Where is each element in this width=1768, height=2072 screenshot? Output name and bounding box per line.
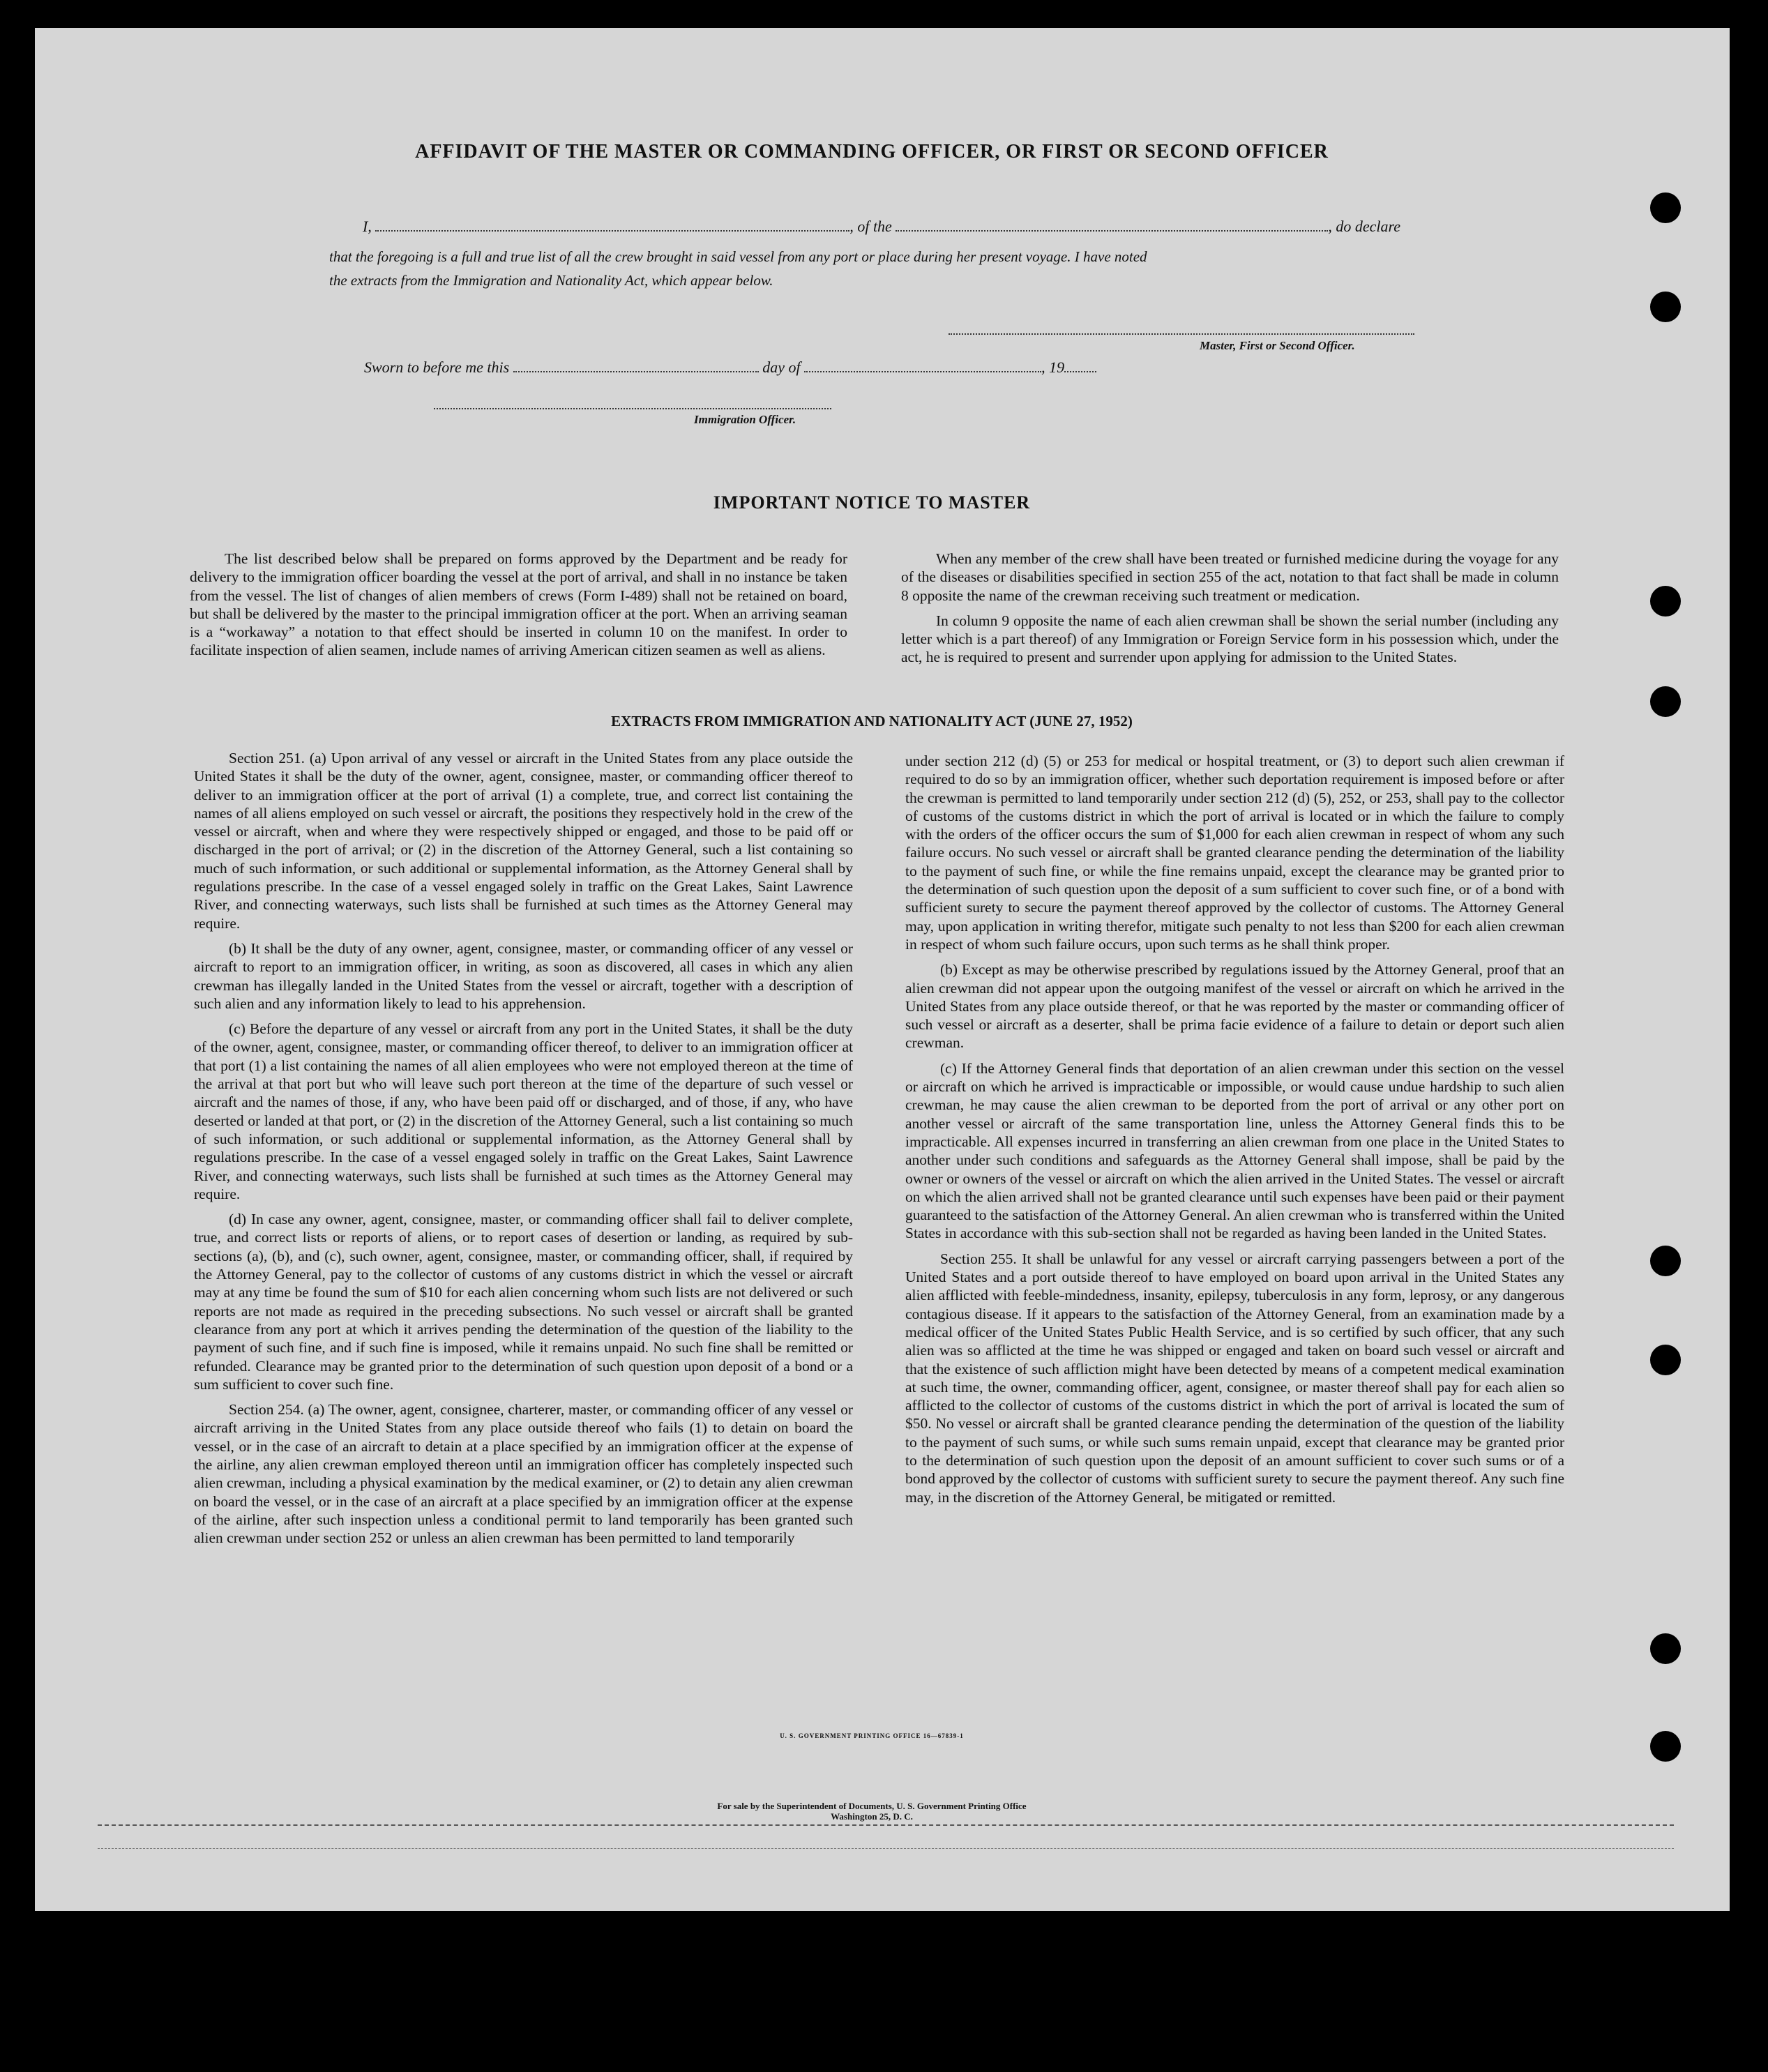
section-251-d: (d) In case any owner, agent, consignee, master, or commanding officer shall fail to deliver complete, true, and correct lists or reports of aliens, or to report cases of desertion or landing, as required by sub-sections (a), (b), and (c), such owner, agent, consignee, master, or commanding officer, shall, if required by the Attorney General, pay to the collector of customs of any customs district in which the vessel or aircraft may at any time be found the sum of $10 for each alien concerning whom such lists are not delivered or such reports are not made as required in the preceding subsections. No such vessel or aircraft shall be granted clearance from any port at which it arrives pending the determination of the question of the liability to the payment of such fine, and if such fine is imposed, while it remains unpaid. No such fine shall be remitted or refunded. Clearance may be granted prior to the determination of such question upon deposit of a bond or a sum sufficient to cover such fine. xyxy=(194,1211,853,1393)
section-254-a: Section 254. (a) The owner, agent, consignee, charterer, master, or commanding officer of any vessel or aircraft arriving in the United States from any place outside thereof who fails (1) to detain on board the vessel, or in the case of an aircraft to detain at a place specified by an immigration officer at the expense of the airline, any alien crewman employed thereon until an immigration officer has completely inspected such alien crewman, including a physical examination by the medical examiner, or (2) to detain any alien crewman on board the vessel, or in the case of an aircraft at a place specified by an immigration officer at the expense of the airline, after such inspection unless a conditional permit to land temporarily has been granted such alien crewman under section 252 or unless an alien crewman has been permitted to land temporarily xyxy=(194,1401,853,1547)
punch-hole xyxy=(1650,1246,1681,1276)
extracts-right-column xyxy=(905,752,1564,1513)
notice-right-paragraph-1: When any member of the crew shall have been treated or furnished medicine during the voyage for any of the diseases or disabilities specified in section 255 of the act, notation to that fact shall be made in column 8 opposite the name of the crewman receiving such treatment or medication. xyxy=(901,550,1559,604)
section-251-c: (c) Before the departure of any vessel or aircraft from any port in the United States, it shall be the duty of the owner, agent, consignee, master, or commanding officer thereof, to deliver to an immigration officer at that port (1) a list containing the names of all alien employees who were not employed thereon at the time of the arrival at that port but who will leave such port thereon at the time of the departure of such vessel or aircraft and the names of those, if any, who have been paid off or discharged, and of those, if any, who have deserted or landed at that port, or (2) in the discretion of the Attorney General, such a list containing so much of such information, or such additional or supplemental information, as the Attorney General shall by regulations prescribe. In the case of a vessel engaged solely in traffic on the Great Lakes, Saint Lawrence River, and connecting waterways, such lists shall be furnished at such times as the Attorney General may require. xyxy=(194,1020,853,1202)
notice-right-column xyxy=(901,550,1559,674)
affidavit-line-1 xyxy=(363,218,1400,236)
extracts-title: EXTRACTS FROM IMMIGRATION AND NATIONALITY ACT (JUNE 27, 1952) xyxy=(611,713,1133,729)
section-254-c: (c) If the Attorney General finds that deportation of an alien crewman under this section on the vessel or aircraft on which he arrived is impracticable or impossible, or would cause undue hardship to such alien crewman, he may cause the alien crewman to be deported from the port of arrival or any other port on another vessel or aircraft of the same transportation line, unless the Attorney General finds this to be impracticable. All expenses incurred in transferring an alien crewman from one place in the United States to another under such conditions and safeguards as the Attorney General shall impose, shall be paid by the owner or owners of the vessel or aircraft on which the alien arrived in the United States. The vessel or aircraft on which the alien arrived shall not be granted clearance until such expenses have been paid or their payment guaranteed to the satisfaction of the Attorney General. An alien crewman who is transferred within the United States in accordance with this sub-section shall not be regarded as having been landed in the United States. xyxy=(905,1059,1564,1242)
officer-signature-line[interactable] xyxy=(434,408,831,409)
punch-hole xyxy=(1650,192,1681,223)
year-blank[interactable] xyxy=(1064,371,1096,372)
master-signature-line[interactable] xyxy=(949,333,1414,335)
name-blank[interactable] xyxy=(375,230,849,232)
affidavit-title: AFFIDAVIT OF THE MASTER OR COMMANDING OFFICER, OR FIRST OR SECOND OFFICER xyxy=(415,141,1329,162)
section-255: Section 255. It shall be unlawful for any vessel or aircraft carrying passengers between a port of the United States and a port outside thereof to have employed on board upon arrival in the United States any alien afflicted with feeble-mindedness, insanity, epilepsy, tuberculosis in any form, leprosy, or any dangerous contagious disease. If it appears to the satisfaction of the Attorney General, from an examination made by a medical officer of the United States Public Health Service, and is so certified by such officer, that any such alien was so afflicted at the time he was shipped or engaged and taken on board such vessel or aircraft and that the existence of such affliction might have been detected by means of a competent medical examination at such time, the owner, commanding officer, agent, consignee, or master thereof shall pay for each alien so afflicted to the collector of customs of the customs district in which the port of arrival is located the sum of $50. No vessel or aircraft shall be granted clearance pending the determination of the question of the liability to the payment of such sums, or while such sums remain unpaid, except that clearance may be granted prior to the determination of such question upon the deposit of an amount sufficient to cover such sums or of a bond approved by the collector of customs with sufficient surety to secure the payment thereof. Any such fine may, in the discretion of the Attorney General, be mitigated or remitted. xyxy=(905,1250,1564,1506)
punch-hole xyxy=(1650,1731,1681,1762)
sworn-label: Sworn to before me this xyxy=(364,358,510,376)
sale-line-1: For sale by the Superintendent of Documents, U. S. Government Printing Office xyxy=(717,1801,1027,1811)
day-of-label: day of xyxy=(762,358,801,376)
punch-hole xyxy=(1650,1633,1681,1664)
sworn-day-blank[interactable] xyxy=(513,371,759,372)
printing-office-line: U. S. GOVERNMENT PRINTING OFFICE 16—67839-1 xyxy=(780,1732,964,1739)
section-251-b: (b) It shall be the duty of any owner, agent, consignee, master, or commanding officer of any vessel or aircraft to report to an immigration officer, in writing, as soon as discovered, all cases in which any alien crewman has illegally landed in the United States from the vessel or aircraft, together with a description of such alien and any information likely to lead to his apprehension. xyxy=(194,939,853,1012)
officer-signature-label: Immigration Officer. xyxy=(694,413,796,426)
sworn-line xyxy=(364,358,1096,377)
i-label: I, xyxy=(363,218,372,235)
year-label: , 19 xyxy=(1041,358,1065,376)
notice-left-paragraph: The list described below shall be prepared on forms approved by the Department and be ready for delivery to the immigration officer boarding the vessel at the port of arrival, and shall in no instance be taken from the vessel. The list of changes of alien members of crews (Form I-489) shall not be retained on board, but shall be delivered by the master to the principal immigration officer at the port. When an arriving seaman is a “workaway” a notation to that effect should be inserted in column 10 on the manifest. In order to facilitate inspection of alien seamen, include names of arriving American citizen seamen as well as aliens. xyxy=(190,550,847,659)
section-254-b: (b) Except as may be otherwise prescribed by regulations issued by the Attorney General, proof that an alien crewman did not appear upon the outgoing manifest of the vessel or aircraft on which he arrived in the United States from any place outside thereof, or that he was reported by the master or commanding officer of such vessel or aircraft as a deserter, shall be prima facie evidence of a failure to detain or deport such alien crewman. xyxy=(905,961,1564,1052)
punch-hole xyxy=(1650,1345,1681,1375)
section-254-a-continued: under section 212 (d) (5) or 253 for medical or hospital treatment, or (3) to deport such alien crewman if required to do so by an immigration officer, whether such deportation requirement is imposed before or after the crewman is permitted to land temporarily under section 212 (d) (5), 252, or 253, shall pay to the collector of customs of the customs district in which the port of arrival is located or in which the failure to comply with the orders of the officer occurs the sum of $1,000 for each alien crewman in respect of whom any such failure occurs. No such vessel or aircraft shall be granted clearance pending the determination of the liability to the payment of such fine, or while the fine remains unpaid, except the clearance may be granted prior to the determination of such question upon the deposit of a sum sufficient to cover such fine, or of a bond with sufficient surety to secure the payment thereof approved by the collector of customs. The Attorney General may, upon application in writing therefor, mitigate such penalty to not less than $200 for each alien crewman in respect of whom such failure occurs, upon such terms as he shall think proper. xyxy=(905,753,1564,953)
master-signature-label: Master, First or Second Officer. xyxy=(1200,339,1355,352)
footer-divider xyxy=(98,1824,1674,1826)
sworn-month-blank[interactable] xyxy=(804,371,1041,372)
of-the-label: , of the xyxy=(849,218,892,235)
punch-hole xyxy=(1650,686,1681,717)
punch-hole xyxy=(1650,586,1681,617)
notice-title: IMPORTANT NOTICE TO MASTER xyxy=(713,492,1031,513)
punch-hole xyxy=(1650,292,1681,322)
section-251-a: Section 251. (a) Upon arrival of any vessel or aircraft in the United States from any place outside the United States it shall be the duty of the owner, agent, consignee, master, or commanding officer thereof to deliver to an immigration officer at the port of arrival (1) a complete, true, and correct list containing the names of all aliens employed on such vessel or aircraft, the positions they respectively hold in the crew of the vessel or aircraft, when and where they were respectively shipped or engaged, and those to be paid off or discharged in the port of arrival; or (2) in the discretion of the Attorney General, such a list containing so much of such information, or such additional or supplemental information, as the Attorney General shall by regulations prescribe. In the case of a vessel engaged solely in traffic on the Great Lakes, Saint Lawrence River, and connecting waterways, such lists shall be furnished at such times as the Attorney General may require. xyxy=(194,750,853,932)
notice-right-paragraph-2: In column 9 opposite the name of each alien crewman shall be shown the serial number (including any letter which is a part thereof) of any Immigration or Foreign Service form in his possession which, under the act, he is required to present and surrender upon applying for admission to the United States. xyxy=(901,612,1559,666)
affidavit-line-2: that the foregoing is a full and true list of all the crew brought in said vessel from any port or place during her present voyage. I have noted xyxy=(329,248,1147,265)
do-declare-label: , do declare xyxy=(1328,218,1400,235)
affidavit-line-3: the extracts from the Immigration and Nationality Act, which appear below. xyxy=(329,272,773,289)
vessel-blank[interactable] xyxy=(896,230,1328,232)
sale-line-2: Washington 25, D. C. xyxy=(831,1811,913,1822)
notice-left-column xyxy=(190,550,847,667)
extracts-left-column xyxy=(194,749,853,1554)
footer-divider-lower xyxy=(98,1848,1674,1849)
